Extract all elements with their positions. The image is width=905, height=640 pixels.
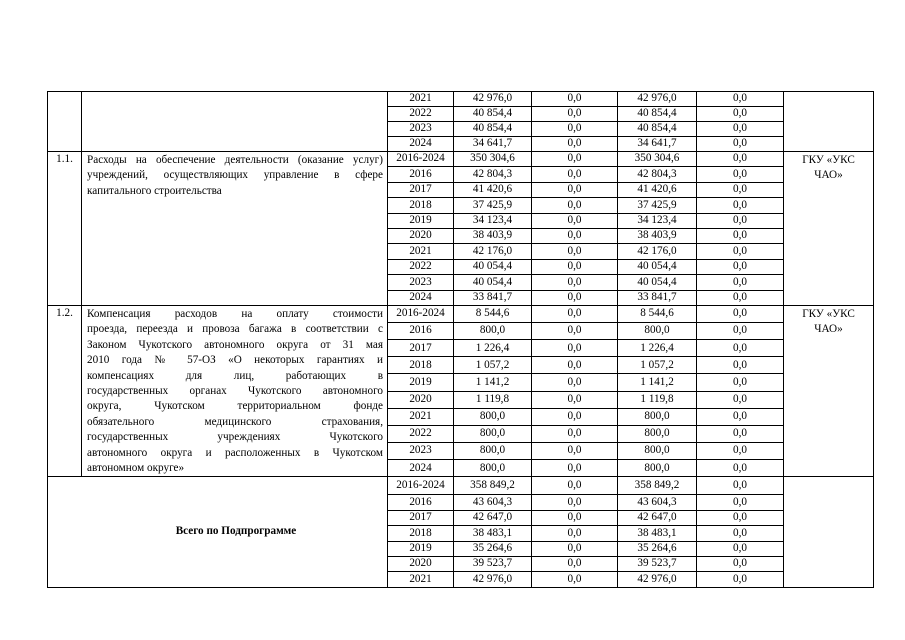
col3-cell: 0,0 (697, 213, 784, 228)
total-cell: 43 604,3 (454, 495, 532, 510)
table-row (48, 152, 874, 167)
col1-cell: 0,0 (532, 228, 618, 243)
total-cell: 1 057,2 (454, 357, 532, 374)
total-cell: 42 976,0 (454, 572, 532, 587)
total-cell: 42 647,0 (454, 510, 532, 525)
year-cell: 2019 (388, 374, 454, 391)
col3-cell: 0,0 (697, 391, 784, 408)
col1-cell: 0,0 (532, 541, 618, 556)
col3-cell: 0,0 (697, 526, 784, 541)
total-cell: 40 054,4 (454, 275, 532, 290)
total-cell: 38 403,9 (454, 228, 532, 243)
col3-cell: 0,0 (697, 556, 784, 571)
year-cell: 2022 (388, 107, 454, 122)
year-cell: 2024 (388, 137, 454, 152)
col3-cell: 0,0 (697, 167, 784, 182)
total-cell: 800,0 (454, 460, 532, 477)
total-cell: 800,0 (454, 323, 532, 340)
number-cell (48, 92, 82, 152)
col2-cell: 40 054,4 (618, 259, 697, 274)
col3-cell: 0,0 (697, 477, 784, 495)
col3-cell: 0,0 (697, 182, 784, 197)
year-cell: 2018 (388, 357, 454, 374)
total-cell: 34 123,4 (454, 213, 532, 228)
total-cell: 40 854,4 (454, 122, 532, 137)
year-cell: 2019 (388, 213, 454, 228)
col3-cell: 0,0 (697, 572, 784, 587)
col3-cell: 0,0 (697, 152, 784, 167)
col2-cell: 42 976,0 (618, 92, 697, 107)
col2-cell: 34 123,4 (618, 213, 697, 228)
col2-cell: 1 119,8 (618, 391, 697, 408)
col3-cell: 0,0 (697, 425, 784, 442)
year-cell: 2020 (388, 228, 454, 243)
year-cell: 2021 (388, 572, 454, 587)
col1-cell: 0,0 (532, 244, 618, 259)
col3-cell: 0,0 (697, 107, 784, 122)
col3-cell: 0,0 (697, 323, 784, 340)
year-cell: 2024 (388, 460, 454, 477)
year-cell: 2019 (388, 541, 454, 556)
col3-cell: 0,0 (697, 374, 784, 391)
col1-cell: 0,0 (532, 137, 618, 152)
total-cell: 34 641,7 (454, 137, 532, 152)
year-cell: 2016 (388, 495, 454, 510)
col3-cell: 0,0 (697, 443, 784, 460)
year-cell: 2016 (388, 323, 454, 340)
col1-cell: 0,0 (532, 182, 618, 197)
year-cell: 2018 (388, 198, 454, 213)
total-cell: 8 544,6 (454, 305, 532, 322)
col2-cell: 42 976,0 (618, 572, 697, 587)
col1-cell: 0,0 (532, 477, 618, 495)
col2-cell: 40 054,4 (618, 275, 697, 290)
org-cell: ГКУ «УКС ЧАО» (784, 152, 874, 306)
col1-cell: 0,0 (532, 107, 618, 122)
item-name-line: проезда, переезда и провоза багажа в соответствии с (87, 323, 383, 336)
year-cell: 2020 (388, 556, 454, 571)
col1-cell: 0,0 (532, 305, 618, 322)
col2-cell: 41 420,6 (618, 182, 697, 197)
col3-cell: 0,0 (697, 541, 784, 556)
table-row (48, 477, 874, 495)
year-cell: 2017 (388, 182, 454, 197)
col1-cell: 0,0 (532, 198, 618, 213)
col2-cell: 800,0 (618, 323, 697, 340)
total-cell: 38 483,1 (454, 526, 532, 541)
total-cell: 37 425,9 (454, 198, 532, 213)
col1-cell: 0,0 (532, 357, 618, 374)
org-cell (784, 92, 874, 152)
col2-cell: 358 849,2 (618, 477, 697, 495)
col1-cell: 0,0 (532, 374, 618, 391)
year-cell: 2020 (388, 391, 454, 408)
col2-cell: 42 804,3 (618, 167, 697, 182)
col1-cell: 0,0 (532, 122, 618, 137)
item-name (82, 305, 388, 476)
col2-cell: 40 854,4 (618, 107, 697, 122)
col3-cell: 0,0 (697, 122, 784, 137)
col2-cell: 800,0 (618, 408, 697, 425)
total-cell: 1 226,4 (454, 340, 532, 357)
col2-cell: 33 841,7 (618, 290, 697, 305)
total-cell: 41 420,6 (454, 182, 532, 197)
item-number: 1.2. (48, 305, 82, 476)
col3-cell: 0,0 (697, 495, 784, 510)
col3-cell: 0,0 (697, 460, 784, 477)
col3-cell: 0,0 (697, 408, 784, 425)
col3-cell: 0,0 (697, 228, 784, 243)
col2-cell: 34 641,7 (618, 137, 697, 152)
total-cell: 42 976,0 (454, 92, 532, 107)
col2-cell: 800,0 (618, 443, 697, 460)
col1-cell: 0,0 (532, 495, 618, 510)
col3-cell: 0,0 (697, 357, 784, 374)
total-cell: 42 176,0 (454, 244, 532, 259)
total-cell: 33 841,7 (454, 290, 532, 305)
year-cell: 2016-2024 (388, 152, 454, 167)
col1-cell: 0,0 (532, 323, 618, 340)
col1-cell: 0,0 (532, 556, 618, 571)
col2-cell: 43 604,3 (618, 495, 697, 510)
year-cell: 2018 (388, 526, 454, 541)
col1-cell: 0,0 (532, 460, 618, 477)
col1-cell: 0,0 (532, 290, 618, 305)
item-name-line: Компенсация расходов на оплату стоимости (87, 307, 383, 320)
col3-cell: 0,0 (697, 340, 784, 357)
item-number: 1.1. (48, 152, 82, 306)
col2-cell: 35 264,6 (618, 541, 697, 556)
col3-cell: 0,0 (697, 275, 784, 290)
year-cell: 2016 (388, 167, 454, 182)
col3-cell: 0,0 (697, 198, 784, 213)
total-cell: 39 523,7 (454, 556, 532, 571)
item-name-line: автономном округе» (87, 461, 185, 474)
col2-cell: 40 854,4 (618, 122, 697, 137)
col2-cell: 800,0 (618, 425, 697, 442)
col2-cell: 37 425,9 (618, 198, 697, 213)
year-cell: 2024 (388, 290, 454, 305)
total-cell: 35 264,6 (454, 541, 532, 556)
col1-cell: 0,0 (532, 92, 618, 107)
total-cell: 350 304,6 (454, 152, 532, 167)
budget-table-body (48, 92, 874, 588)
col2-cell: 8 544,6 (618, 305, 697, 322)
total-label: Всего по Подпрограмме (48, 477, 388, 587)
budget-table-page (47, 91, 873, 588)
col3-cell: 0,0 (697, 290, 784, 305)
year-cell: 2016-2024 (388, 305, 454, 322)
col2-cell: 42 647,0 (618, 510, 697, 525)
col1-cell: 0,0 (532, 167, 618, 182)
col1-cell: 0,0 (532, 443, 618, 460)
total-cell: 1 141,2 (454, 374, 532, 391)
col2-cell: 38 403,9 (618, 228, 697, 243)
col2-cell: 1 057,2 (618, 357, 697, 374)
total-cell: 800,0 (454, 408, 532, 425)
col2-cell: 1 141,2 (618, 374, 697, 391)
year-cell: 2022 (388, 425, 454, 442)
col3-cell: 0,0 (697, 305, 784, 322)
item-name-line: государственных органах Чукотского автономного (87, 384, 383, 397)
budget-table (47, 91, 874, 588)
col2-cell: 350 304,6 (618, 152, 697, 167)
org-cell (784, 477, 874, 587)
col1-cell: 0,0 (532, 391, 618, 408)
total-cell: 1 119,8 (454, 391, 532, 408)
col1-cell: 0,0 (532, 275, 618, 290)
col2-cell: 39 523,7 (618, 556, 697, 571)
year-cell: 2023 (388, 275, 454, 290)
col3-cell: 0,0 (697, 244, 784, 259)
item-name-line: автономного округа и расположенных в Чукотском (87, 446, 383, 459)
year-cell: 2023 (388, 122, 454, 137)
col3-cell: 0,0 (697, 92, 784, 107)
col2-cell: 42 176,0 (618, 244, 697, 259)
col3-cell: 0,0 (697, 510, 784, 525)
total-cell: 42 804,3 (454, 167, 532, 182)
table-row (48, 305, 874, 322)
year-cell: 2017 (388, 340, 454, 357)
col1-cell: 0,0 (532, 259, 618, 274)
name-cell (82, 92, 388, 152)
col1-cell: 0,0 (532, 510, 618, 525)
col2-cell: 38 483,1 (618, 526, 697, 541)
col3-cell: 0,0 (697, 259, 784, 274)
total-cell: 358 849,2 (454, 477, 532, 495)
year-cell: 2022 (388, 259, 454, 274)
total-cell: 800,0 (454, 443, 532, 460)
item-name-line: компенсациях для лиц, работающих в (87, 369, 383, 382)
item-name-line: 2010 года № 57-ОЗ «О некоторых гарантиях и (87, 354, 383, 367)
item-name-line: государственных учреждениях Чукотского (87, 431, 383, 444)
year-cell: 2021 (388, 244, 454, 259)
col2-cell: 800,0 (618, 460, 697, 477)
year-cell: 2017 (388, 510, 454, 525)
col2-cell: 1 226,4 (618, 340, 697, 357)
col1-cell: 0,0 (532, 526, 618, 541)
year-cell: 2016-2024 (388, 477, 454, 495)
total-cell: 40 054,4 (454, 259, 532, 274)
col3-cell: 0,0 (697, 137, 784, 152)
col1-cell: 0,0 (532, 213, 618, 228)
col1-cell: 0,0 (532, 340, 618, 357)
col1-cell: 0,0 (532, 425, 618, 442)
year-cell: 2021 (388, 408, 454, 425)
item-name-line: округа, Чукотском территориальном фонде (87, 400, 383, 413)
item-name-line: Законом Чукотского автономного округа от 31 мая (87, 338, 383, 351)
table-row (48, 92, 874, 107)
col1-cell: 0,0 (532, 572, 618, 587)
year-cell: 2023 (388, 443, 454, 460)
total-cell: 40 854,4 (454, 107, 532, 122)
col1-cell: 0,0 (532, 152, 618, 167)
total-cell: 800,0 (454, 425, 532, 442)
item-name: Расходы на обеспечение деятельности (оказание услуг) учреждений, осуществляющих управление в сфере капитального строительства (82, 152, 388, 306)
col1-cell: 0,0 (532, 408, 618, 425)
year-cell: 2021 (388, 92, 454, 107)
item-name-line: обязательного медицинского страхования, (87, 415, 383, 428)
org-cell: ГКУ «УКС ЧАО» (784, 305, 874, 476)
